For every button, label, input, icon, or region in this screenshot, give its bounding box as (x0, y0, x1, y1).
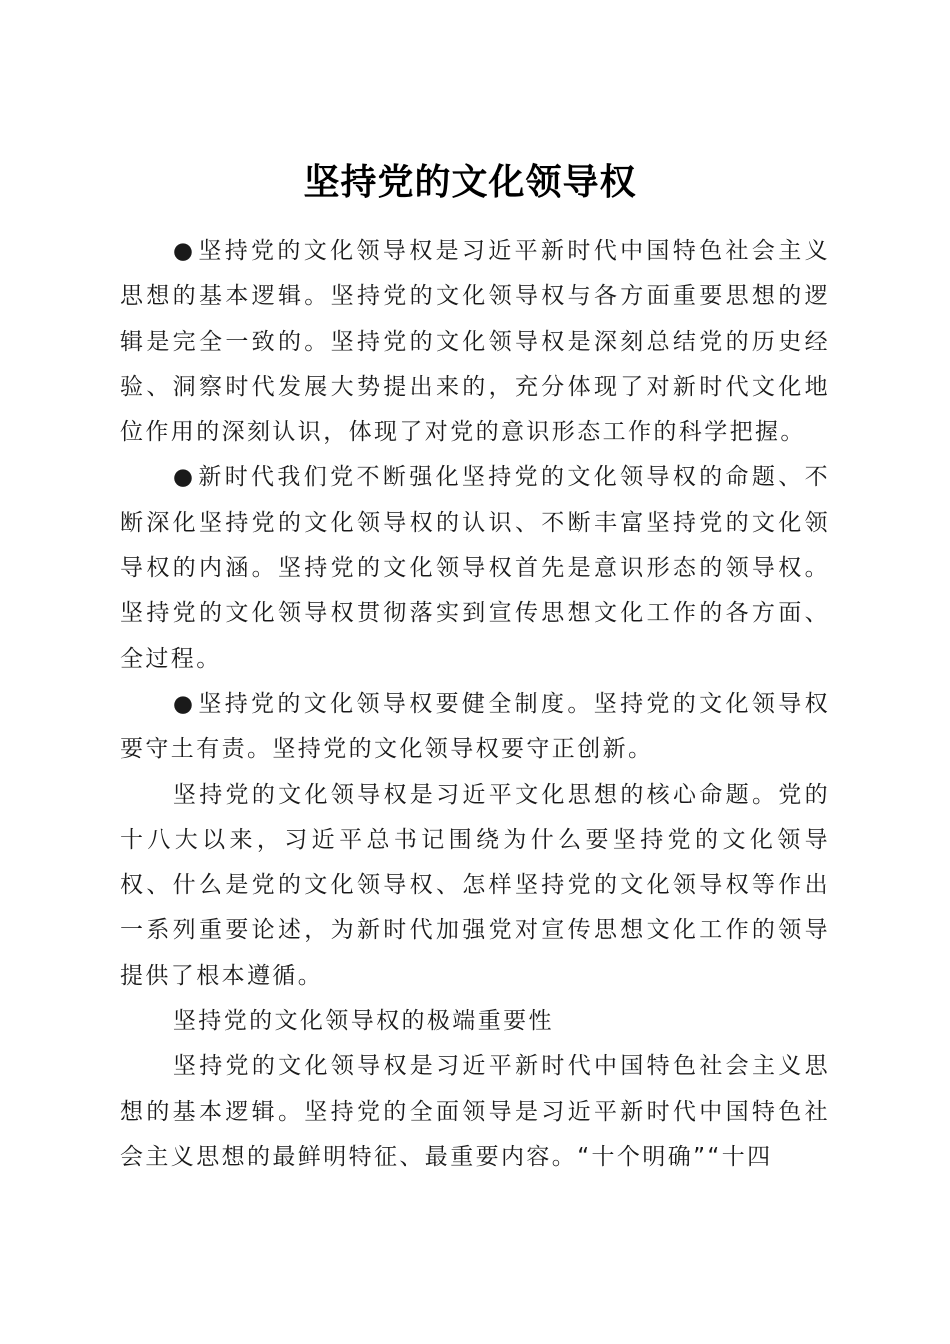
bullet-paragraph-2 (120, 455, 830, 681)
bullet-paragraph-1 (120, 229, 830, 455)
paragraph-text: 新时代我们党不断强化坚持党的文化领导权的命题、不断深化坚持党的文化领导权的认识、不断丰富坚持党的文化领导权的内涵。坚持党的文化领导权首先是意识形态的领导权。坚持党的文化领导权贯彻落实到宣传思想文化工作的各方面、全过程。 (120, 464, 830, 672)
body-paragraph-final: 坚持党的文化领导权是习近平新时代中国特色社会主义思想的基本逻辑。坚持党的全面领导是习近平新时代中国特色社会主义思想的最鲜明特征、最重要内容。“十个明确”“十四 (120, 1053, 830, 1170)
section-subheading: 坚持党的文化领导权的极端重要性 (172, 1008, 554, 1035)
bullet-dot-icon: ● (172, 238, 196, 264)
document-body (120, 229, 830, 1180)
bullet-dot-icon: ● (172, 690, 196, 717)
bullet-paragraph-3 (120, 682, 830, 773)
document-title: 坚持党的文化领导权 (303, 161, 637, 204)
paragraph-text: 坚持党的文化领导权要健全制度。坚持党的文化领导权要守土有责。坚持党的文化领导权要守正创新。 (120, 690, 830, 763)
body-paragraph: 坚持党的文化领导权是习近平文化思想的核心命题。党的十八大以来，习近平总书记围绕为什么要坚持党的文化领导权、什么是党的文化领导权、怎样坚持党的文化领导权等作出一系列重要论述，为新时代加强党对宣传思想文化工作的领导提供了根本遵循。 (120, 781, 830, 989)
bullet-dot-icon: ● (172, 464, 196, 491)
paragraph-text: 坚持党的文化领导权是习近平新时代中国特色社会主义思想的基本逻辑。坚持党的文化领导权与各方面重要思想的逻辑是完全一致的。坚持党的文化领导权是深刻总结党的历史经验、洞察时代发展大势提出来的，充分体现了对新时代文化地位作用的深刻认识，体现了对党的意识形态工作的科学把握。 (120, 238, 830, 446)
